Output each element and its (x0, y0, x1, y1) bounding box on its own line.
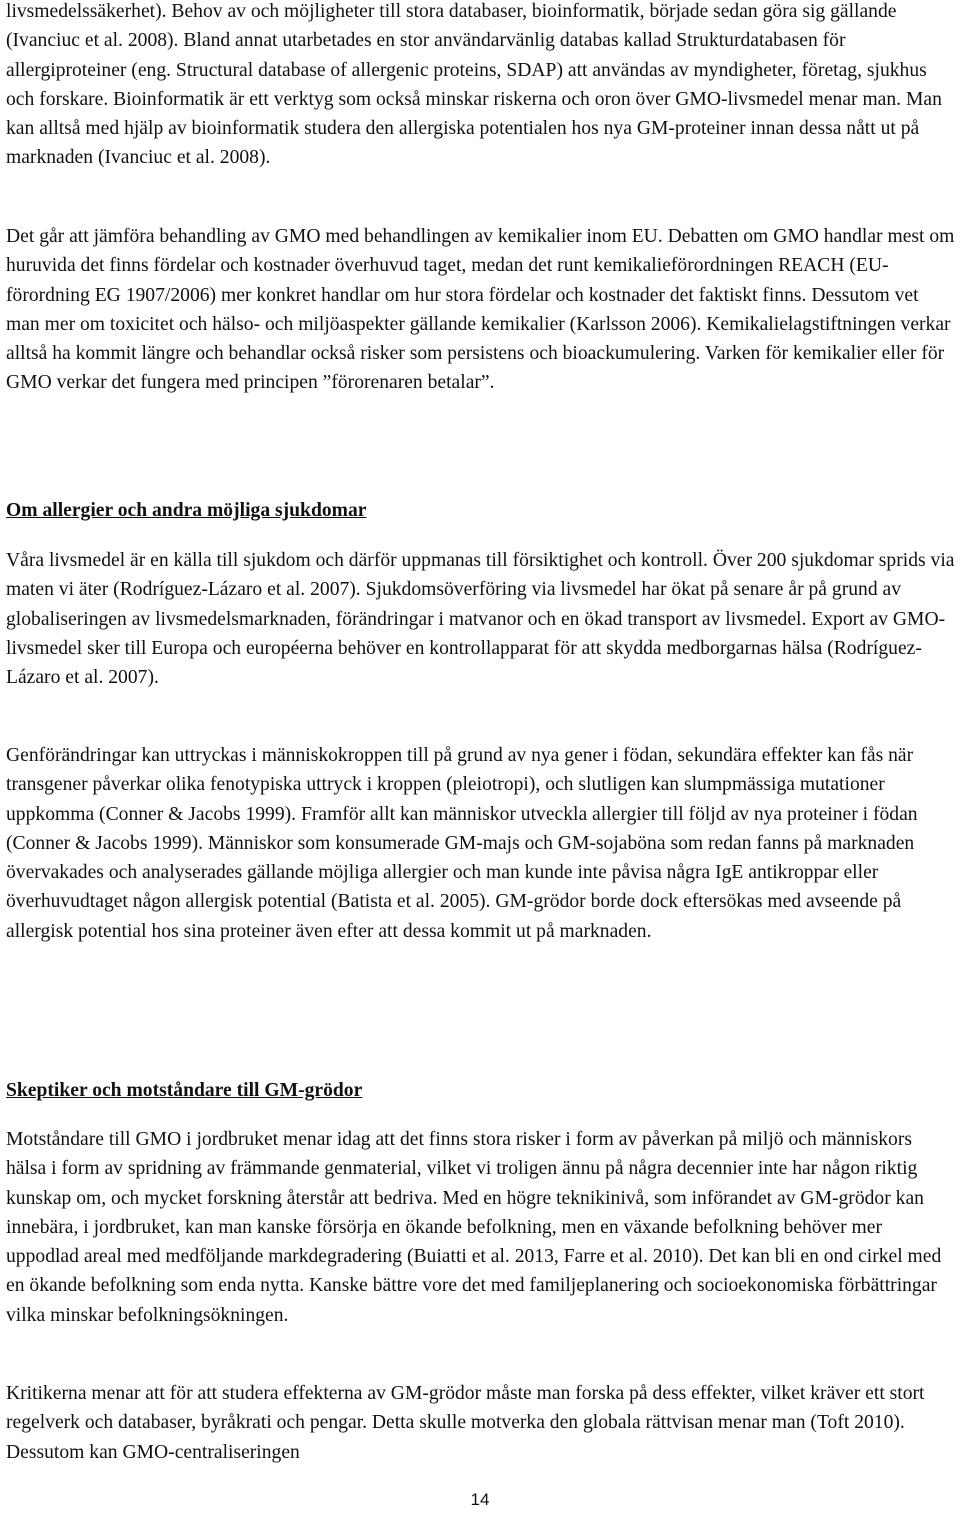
section-heading-allergies: Om allergier och andra möjliga sjukdomar (6, 500, 367, 521)
paragraph-gene-modifications: Genförändringar kan uttryckas i människokroppen till på grund av nya gener i födan, sekundära effekter kan fås när transgener påverkar olika fenotypiska uttryck i kroppen (pleiotropi), och slutligen kan slumpmässiga mutationer uppkomma (Conner & Jacobs 1999). Framför allt kan människor utveckla allergier till följd av nya proteiner i födan (Conner & Jacobs 1999). Människor som konsumerade GM-majs och GM-sojaböna som redan fanns på marknaden övervakades och analyserades gällande möjliga allergier och man kunde inte påvisa några IgE antikroppar eller överhuvudtaget någon allergisk potential (Batista et al. 2005). GM-grödor borde dock eftersökas med avseende på allergisk potential hos sina proteiner även efter att dessa kommit ut på marknaden. (6, 745, 918, 942)
paragraph-bioinformatics: livsmedelssäkerhet). Behov av och möjligheter till stora databaser, bioinformatik, började sedan göra sig gällande (Ivanciuc et al. 2008). Bland annat utarbetades en stor användarvänlig databas kallad Strukturdatabasen för allergiproteiner (eng. Structural database of allergenic proteins, SDAP) att användas av myndigheter, företag, sjukhus och forskare. Bioinformatik är ett verktyg som också minskar riskerna och oron över GMO-livsmedel menar man. Man kan alltså med hjälp av bioinformatik studera den allergiska potentialen hos nya GM-proteiner innan dessa nått ut på marknaden (Ivanciuc et al. 2008). (6, 1, 942, 169)
page-number: 14 (470, 1490, 490, 1509)
paragraph-critics: Kritikerna menar att för att studera effekterna av GM-grödor måste man forska på dess effekter, vilket kräver ett stort regelverk och databaser, byråkrati och pengar. Detta skulle motverka den globala rättvisan menar man (Toft 2010). Dessutom kan GMO-centraliseringen (6, 1383, 925, 1463)
paragraph-opponents: Motståndare till GMO i jordbruket menar idag att det finns stora risker i form av påverkan på miljö och människors hälsa i form av spridning av främmande genmaterial, vilket vi troligen ännu på några decennier inte har någon riktig kunskap om, och mycket forskning återstår att bedriva. Med en högre teknikinivå, som införandet av GM-grödor kan innebära, i jordbruket, kan man kanske försörja en ökande befolkning, men en växande befolkning behöver mer uppodlad areal med medföljande markdegradering (Buiatti et al. 2013, Farre et al. 2010). Det kan bli en ond cirkel med en ökande befolkning som enda nytta. Kanske bättre vore det med familjeplanering och socioekonomiska förbättringar vilka minskar befolkningsökningen. (6, 1129, 942, 1326)
paragraph-food-disease: Våra livsmedel är en källa till sjukdom och därför uppmanas till försiktighet och kontroll. Över 200 sjukdomar sprids via maten vi äter (Rodríguez-Lázaro et al. 2007). Sjukdomsöverföring via livsmedel har ökat på senare år på grund av globaliseringen av livsmedelsmarknaden, förändringar i matvanor och en ökad transport av livsmedel. Export av GMO-livsmedel sker till Europa och européerna behöver en kontrollapparat för att skydda medborgarnas hälsa (Rodríguez-Lázaro et al. 2007). (6, 550, 955, 689)
section-heading-skeptics: Skeptiker och motståndare till GM-grödor (6, 1080, 363, 1101)
paragraph-gmo-chemicals: Det går att jämföra behandling av GMO med behandlingen av kemikalier inom EU. Debatten om GMO handlar mest om huruvida det finns fördelar och kostnader överhuvud taget, medan det runt kemikalieförordningen REACH (EU-förordning EG 1907/2006) mer konkret handlar om hur stora fördelar och kostnader det faktiskt finns. Dessutom vet man mer om toxicitet och hälso- och miljöaspekter gällande kemikalier (Karlsson 2006). Kemikalielagstiftningen verkar alltså ha kommit längre och behandlar också risker som persistens och bioackumulering. Varken för kemikalier eller för GMO verkar det fungera med principen ”förorenaren betalar”. (6, 226, 955, 394)
